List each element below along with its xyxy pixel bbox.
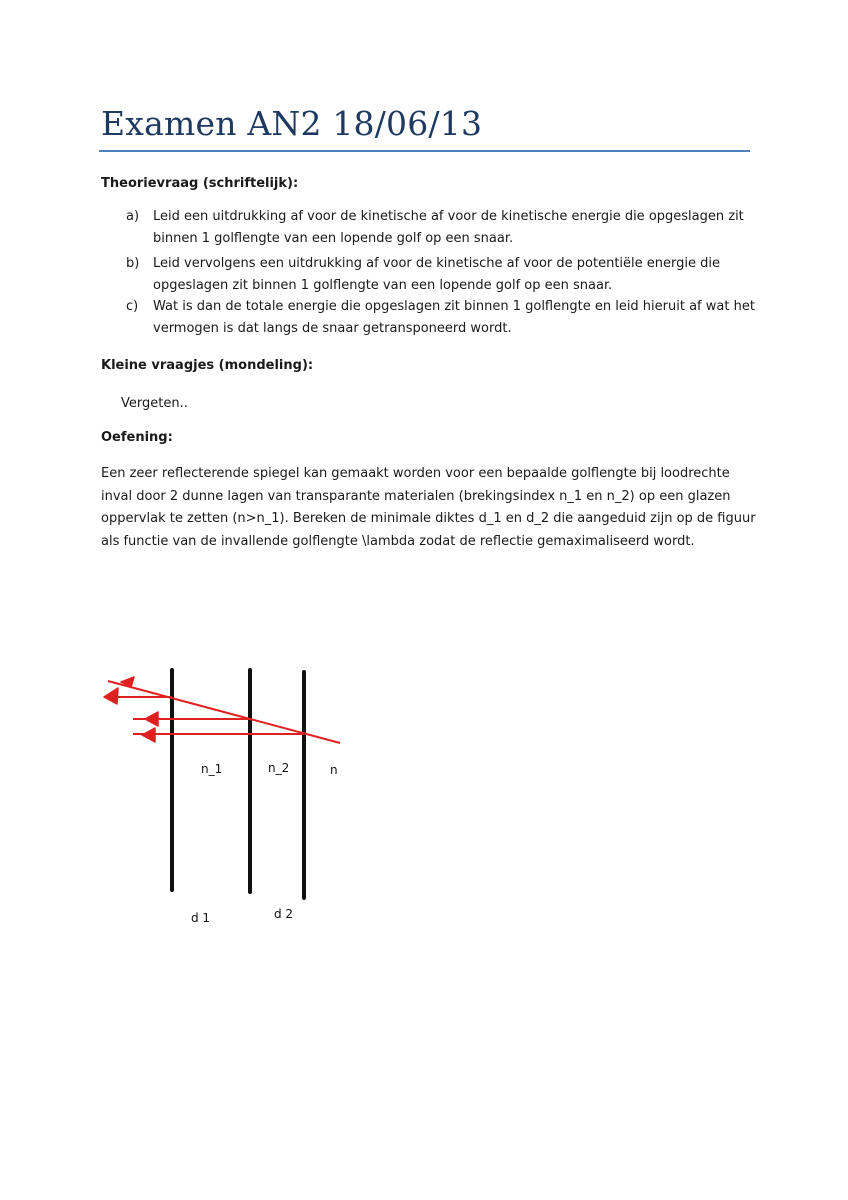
exercise-line-3: oppervlak te zetten (n>n_1). Bereken de minimale diktes d_1 en d_2 die aangeduid zijn op de figuur xyxy=(101,511,756,526)
exercise-line-4: als functie van de invallende golflengte \lambda zodat de reflectie gemaximaliseerd wordt. xyxy=(101,533,695,549)
question-c-line1: Wat is dan de totale energie die opgeslagen zit binnen 1 golflengte en leid hieruit af wat het xyxy=(153,299,755,314)
arrowhead-2 xyxy=(145,712,158,726)
label-n: n xyxy=(330,763,338,777)
theory-heading: Theorievraag (schriftelijk): xyxy=(101,176,299,191)
label-n2: n_2 xyxy=(268,761,290,775)
label-n1: n_1 xyxy=(201,762,223,776)
label-d2: d 2 xyxy=(274,907,294,921)
question-a-line2: binnen 1 golflengte van een lopende golf op een snaar. xyxy=(153,231,514,246)
question-c-letter: c) xyxy=(126,299,139,314)
question-c-line2: vermogen is dat langs de snaar getransponeerd wordt. xyxy=(153,321,512,336)
exercise-line-1: Een zeer reflecterende spiegel kan gemaakt worden voor een bepaalde golflengte bij loodrechte xyxy=(101,466,730,481)
question-b-line2: opgeslagen zit binnen 1 golflengte van een lopende golf op een snaar. xyxy=(153,278,613,293)
exercise-heading: Oefening: xyxy=(101,430,173,445)
question-b-line1: Leid vervolgens een uitdrukking af voor de kinetische af voor de potentiële energie die xyxy=(153,256,720,271)
question-a-letter: a) xyxy=(126,209,140,224)
question-b-letter: b) xyxy=(126,256,140,271)
exercise-line-2: inval door 2 dunne lagen van transparante materialen (brekingsindex n_1 en n_2) op een glazen xyxy=(101,488,731,504)
arrowhead-1 xyxy=(104,688,118,704)
label-d1: d 1 xyxy=(191,911,211,925)
arrowhead-3 xyxy=(142,728,155,742)
question-a-line1: Leid een uitdrukking af voor de kinetische af voor de kinetische energie die opgeslagen zit xyxy=(153,209,744,224)
ray-arrowheads xyxy=(104,677,158,742)
oral-heading: Kleine vraagjes (mondeling): xyxy=(101,358,314,373)
oral-text: Vergeten.. xyxy=(121,396,188,411)
page-title: Examen AN2 18/06/13 xyxy=(101,104,483,143)
